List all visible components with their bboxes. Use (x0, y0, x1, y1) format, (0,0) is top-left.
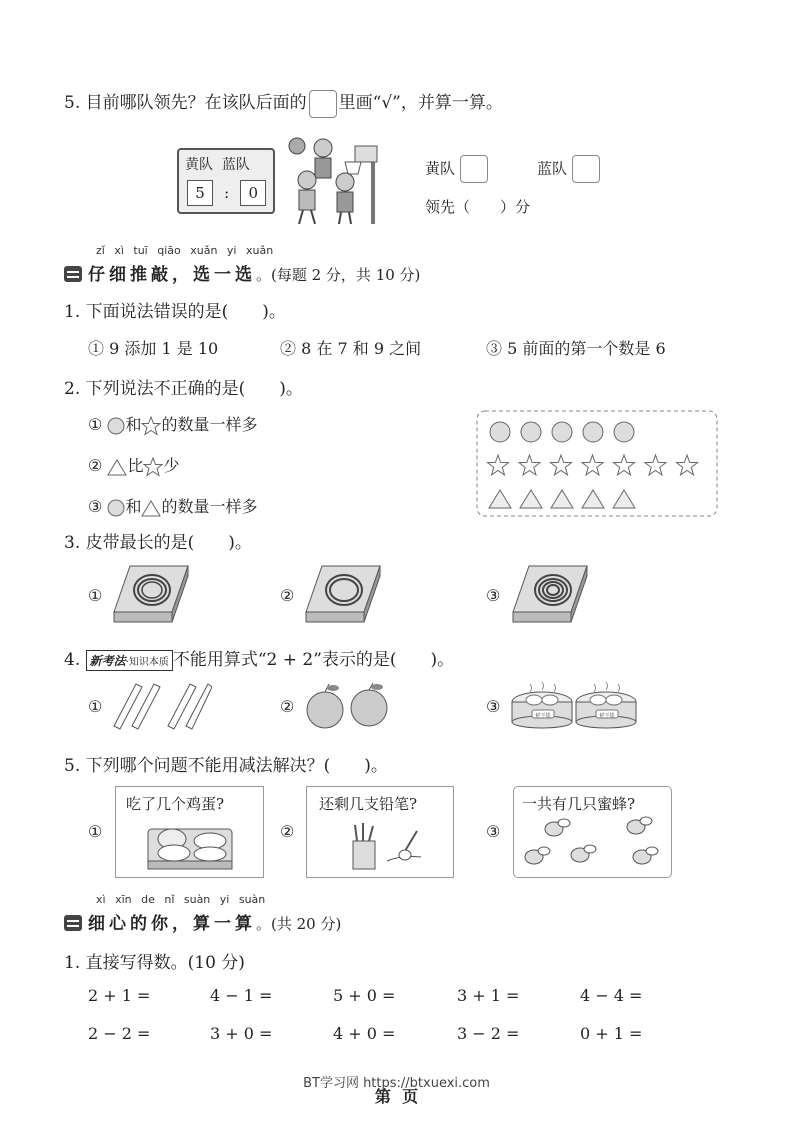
equation: 0 + 1 = (580, 1024, 643, 1043)
equation: 2 − 2 = (88, 1024, 151, 1043)
scoreboard-blue-label: 蓝队 (221, 157, 250, 173)
steamers-icon (510, 680, 640, 730)
egg-tray-icon (144, 821, 236, 873)
section2-header (64, 260, 420, 285)
question-text: 不能用算式“2 + 2”表示的是( )。 (172, 650, 455, 670)
blue-team-box[interactable] (572, 155, 600, 183)
blue-team-answer (537, 155, 600, 183)
s2-q4-option-2[interactable] (280, 697, 294, 716)
option-number: ③ (486, 339, 503, 358)
lead-points-text: 领先（ ）分 (425, 198, 531, 216)
option-number: ③ (486, 586, 501, 605)
yellow-team-box[interactable] (460, 155, 488, 183)
scoreboard-yellow-label: 黄队 (185, 157, 213, 173)
steamer-label: 鲜不捷 (535, 713, 551, 719)
option-text: 5 前面的第一个数是 6 (507, 339, 666, 358)
option-number: ① (88, 339, 105, 358)
new-method-tag (86, 650, 173, 671)
s2-q5-option-2[interactable] (280, 822, 294, 841)
basketball-players-illustration (285, 132, 385, 227)
question-5-prompt (64, 88, 503, 118)
circle-icon (107, 499, 125, 517)
option-number: ③ (486, 697, 501, 716)
s2-q4-option-3[interactable] (486, 697, 500, 716)
tag-bold-text: 新考法 (89, 654, 126, 668)
panel-circle (583, 422, 603, 442)
question-number: 4. (64, 650, 81, 670)
option-number: ② (88, 456, 103, 475)
option-number: ③ (88, 497, 103, 516)
s2-q3-option-1[interactable] (88, 586, 102, 605)
question-5-text-after: 里画“√”，并算一算。 (338, 93, 503, 113)
option-text: 的数量一样多 (161, 415, 258, 434)
option-number: ② (280, 822, 295, 841)
section3-header (64, 909, 341, 934)
option-number: ① (88, 586, 103, 605)
equation: 4 − 1 = (210, 986, 273, 1005)
page-number: 第 页 (374, 1087, 419, 1106)
s2-q2-option-2[interactable] (88, 453, 179, 477)
pencil-cup-icon (347, 821, 427, 873)
s2-question-3: 3. 皮带最长的是( )。 (64, 533, 252, 553)
star-icon (141, 416, 161, 436)
s2-question-4 (64, 645, 454, 671)
belt-box-2 (304, 560, 384, 624)
s2-q1-option-1[interactable] (88, 336, 218, 359)
watermark-url: BT学习网 https://btxuexi.com (303, 1076, 490, 1091)
s2-q3-option-3[interactable] (486, 586, 500, 605)
s2-q1-option-3[interactable] (486, 336, 666, 359)
steamer-label: 鲜不捷 (599, 713, 615, 719)
box-question-text: 还剩几支铅笔? (319, 795, 418, 813)
option-number: ① (88, 822, 103, 841)
section3-note: 。(共 20 分) (256, 915, 342, 933)
belt-box-3 (511, 560, 591, 624)
box-question-text: 吃了几个鸡蛋? (126, 795, 225, 813)
option-number: ① (88, 697, 103, 716)
panel-circle (552, 422, 572, 442)
section-list-icon (64, 915, 82, 931)
section2-note: 。(每题 2 分，共 10 分) (256, 266, 421, 284)
tag-text: ·知识本质 (125, 657, 169, 668)
equation: 4 − 4 = (580, 986, 643, 1005)
apples-icon (303, 682, 393, 730)
equation: 3 − 2 = (457, 1024, 520, 1043)
s2-q4-option-1[interactable] (88, 697, 102, 716)
option-number: ② (280, 339, 297, 358)
section3-title: 细心的你，算一算 (88, 914, 256, 934)
equation: 4 + 0 = (333, 1024, 396, 1043)
bees-box (513, 786, 672, 878)
option-text: 的数量一样多 (161, 497, 258, 516)
shapes-panel (476, 410, 718, 518)
s2-question-5: 5. 下列哪个问题不能用减法解决？( )。 (64, 756, 388, 776)
equation: 3 + 1 = (457, 986, 520, 1005)
option-word: 和 (125, 497, 142, 516)
eggs-box (115, 786, 264, 878)
s2-q5-option-1[interactable] (88, 822, 102, 841)
score-blue: 0 (240, 180, 266, 206)
question-5-text-before: 5. 目前哪队领先？在该队后面的 (64, 93, 307, 113)
star-icon (143, 457, 163, 477)
equation: 3 + 0 = (210, 1024, 273, 1043)
belt-box-1 (112, 560, 190, 624)
yellow-team-answer (425, 155, 488, 183)
option-number: ② (280, 697, 295, 716)
option-number: ② (280, 586, 295, 605)
triangle-icon (141, 499, 161, 517)
triangle-icon (107, 458, 127, 476)
section-list-icon (64, 266, 82, 282)
s2-question-1: 1. 下面说法错误的是( )。 (64, 302, 286, 322)
section2-title: 仔细推敲，选一选 (88, 265, 256, 285)
s3-question-1: 1. 直接写得数。(10 分) (64, 953, 245, 973)
s2-question-2: 2. 下列说法不正确的是( )。 (64, 379, 303, 399)
scoreboard (177, 148, 275, 214)
option-word: 比 (127, 456, 144, 475)
section2-pinyin: zǐ xì tuī qiāo xuǎn yi xuǎn (96, 244, 274, 257)
option-number: ① (88, 415, 103, 434)
s2-q3-option-2[interactable] (280, 586, 294, 605)
option-text: 少 (163, 456, 180, 475)
option-word: 和 (125, 415, 142, 434)
blue-team-label: 蓝队 (537, 159, 568, 178)
s2-q1-option-2[interactable] (280, 336, 421, 359)
section3-pinyin: xì xīn de nǐ suàn yi suàn (96, 893, 266, 906)
option-text: 9 添加 1 是 10 (109, 339, 219, 358)
score-separator: : (224, 184, 230, 202)
panel-circle (490, 422, 510, 442)
s2-q2-option-3[interactable] (88, 494, 257, 517)
box-question-text: 一共有几只蜜蜂? (522, 795, 636, 813)
equation: 5 + 0 = (333, 986, 396, 1005)
panel-circle (521, 422, 541, 442)
option-number: ③ (486, 822, 501, 841)
yellow-team-label: 黄队 (425, 159, 456, 178)
option-text: 8 在 7 和 9 之间 (301, 339, 422, 358)
equation: 2 + 1 = (88, 986, 151, 1005)
s2-q5-option-3[interactable] (486, 822, 500, 841)
circle-icon (107, 417, 125, 435)
bees-icon (518, 815, 668, 875)
score-yellow: 5 (187, 180, 213, 206)
answer-box-inline (309, 90, 337, 118)
pencils-box (306, 786, 454, 878)
s2-q2-option-1[interactable] (88, 412, 257, 436)
pencils-icon (112, 680, 212, 730)
panel-circle (614, 422, 634, 442)
